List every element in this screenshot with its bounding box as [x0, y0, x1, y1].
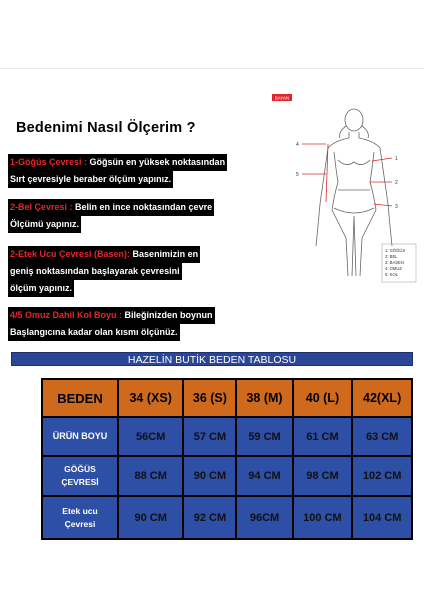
table-cell: 57 CM	[183, 417, 236, 456]
legend-item: 4: OMUZ	[385, 266, 402, 271]
instruction-line: Ölçümü yapınız.	[8, 216, 214, 233]
instruction-chest	[8, 154, 227, 188]
instruction-line: ölçüm yapınız.	[8, 280, 200, 297]
legend-item: 2: BEL	[385, 254, 398, 259]
instruction-line: Başlangıcına kadar olan kısmı ölçünüz.	[8, 324, 215, 341]
table-cell: 92 CM	[183, 496, 236, 539]
table-cell: 90 CM	[118, 496, 183, 539]
table-cell: 56CM	[118, 417, 183, 456]
number-label: 5	[296, 172, 299, 178]
page-title: Bedenimi Nasıl Ölçerim ?	[16, 120, 196, 136]
body-measurement-figure	[268, 86, 424, 308]
instruction-hip	[8, 246, 200, 297]
instruction-waist	[8, 199, 214, 233]
top-divider	[0, 68, 424, 69]
number-label: 3	[395, 204, 398, 210]
size-table-title: HAZELİN BUTİK BEDEN TABLOSU	[11, 352, 413, 366]
table-cell: 94 CM	[236, 456, 292, 496]
row-label-line: ÇEVRESİ	[61, 477, 99, 487]
size-table	[41, 378, 413, 540]
table-cell: 59 CM	[236, 417, 292, 456]
legend-item: 1: GÖĞÜS	[385, 248, 406, 253]
instruction-line: geniş noktasından başlayarak çevresini	[8, 263, 200, 280]
figure-numbers	[296, 142, 398, 210]
row-label-line: Çevresi	[64, 518, 96, 529]
number-label: 1	[395, 156, 398, 162]
size-header-cell: 38 (M)	[236, 379, 292, 417]
table-cell: 90 CM	[183, 456, 236, 496]
legend-item: 5: KOL	[385, 272, 399, 277]
size-header-cell: 34 (XS)	[118, 379, 183, 417]
size-header-label: BEDEN	[42, 379, 118, 417]
legend-item: 3: BASEN	[385, 260, 404, 265]
table-row	[42, 456, 412, 496]
table-cell: 104 CM	[352, 496, 412, 539]
table-cell: 63 CM	[352, 417, 412, 456]
table-cell: 102 CM	[352, 456, 412, 496]
table-row	[42, 417, 412, 456]
instruction-line: 4/5 Omuz Dahil Kol Boyu : Bileğinizden boynun	[8, 307, 215, 324]
row-label-line: Etek ucu	[62, 505, 98, 516]
row-label-line: GÖĞÜS	[64, 464, 96, 474]
number-label: 2	[395, 180, 398, 186]
row-label	[42, 456, 118, 496]
size-header-cell: 42(XL)	[352, 379, 412, 417]
size-header-row	[42, 379, 412, 417]
figure-badge: BAYAN	[274, 95, 290, 101]
row-label: ÜRÜN BOYU	[42, 417, 118, 456]
figure-legend	[385, 248, 405, 277]
table-cell: 98 CM	[293, 456, 353, 496]
table-cell: 100 CM	[293, 496, 353, 539]
instruction-line: 2-Bel Çevresi : Belin en ince noktasından çevre	[8, 199, 214, 216]
row-label	[42, 496, 118, 539]
table-cell: 96CM	[236, 496, 292, 539]
instruction-line: 1-Göğüs Çevresi : Göğsün en yüksek noktasından	[8, 154, 227, 171]
instruction-arm	[8, 307, 215, 341]
table-cell: 88 CM	[118, 456, 183, 496]
number-label: 4	[296, 142, 299, 148]
instruction-line: Sırt çevresiyle beraber ölçüm yapınız.	[8, 171, 227, 188]
woman-silhouette	[316, 109, 392, 276]
table-row	[42, 496, 412, 539]
size-header-cell: 40 (L)	[293, 379, 353, 417]
measure-lines	[302, 144, 392, 206]
size-header-cell: 36 (S)	[183, 379, 236, 417]
table-cell: 61 CM	[293, 417, 353, 456]
instruction-line: 2-Etek Ucu Çevresi (Basen): Basenimizin en	[8, 246, 200, 263]
